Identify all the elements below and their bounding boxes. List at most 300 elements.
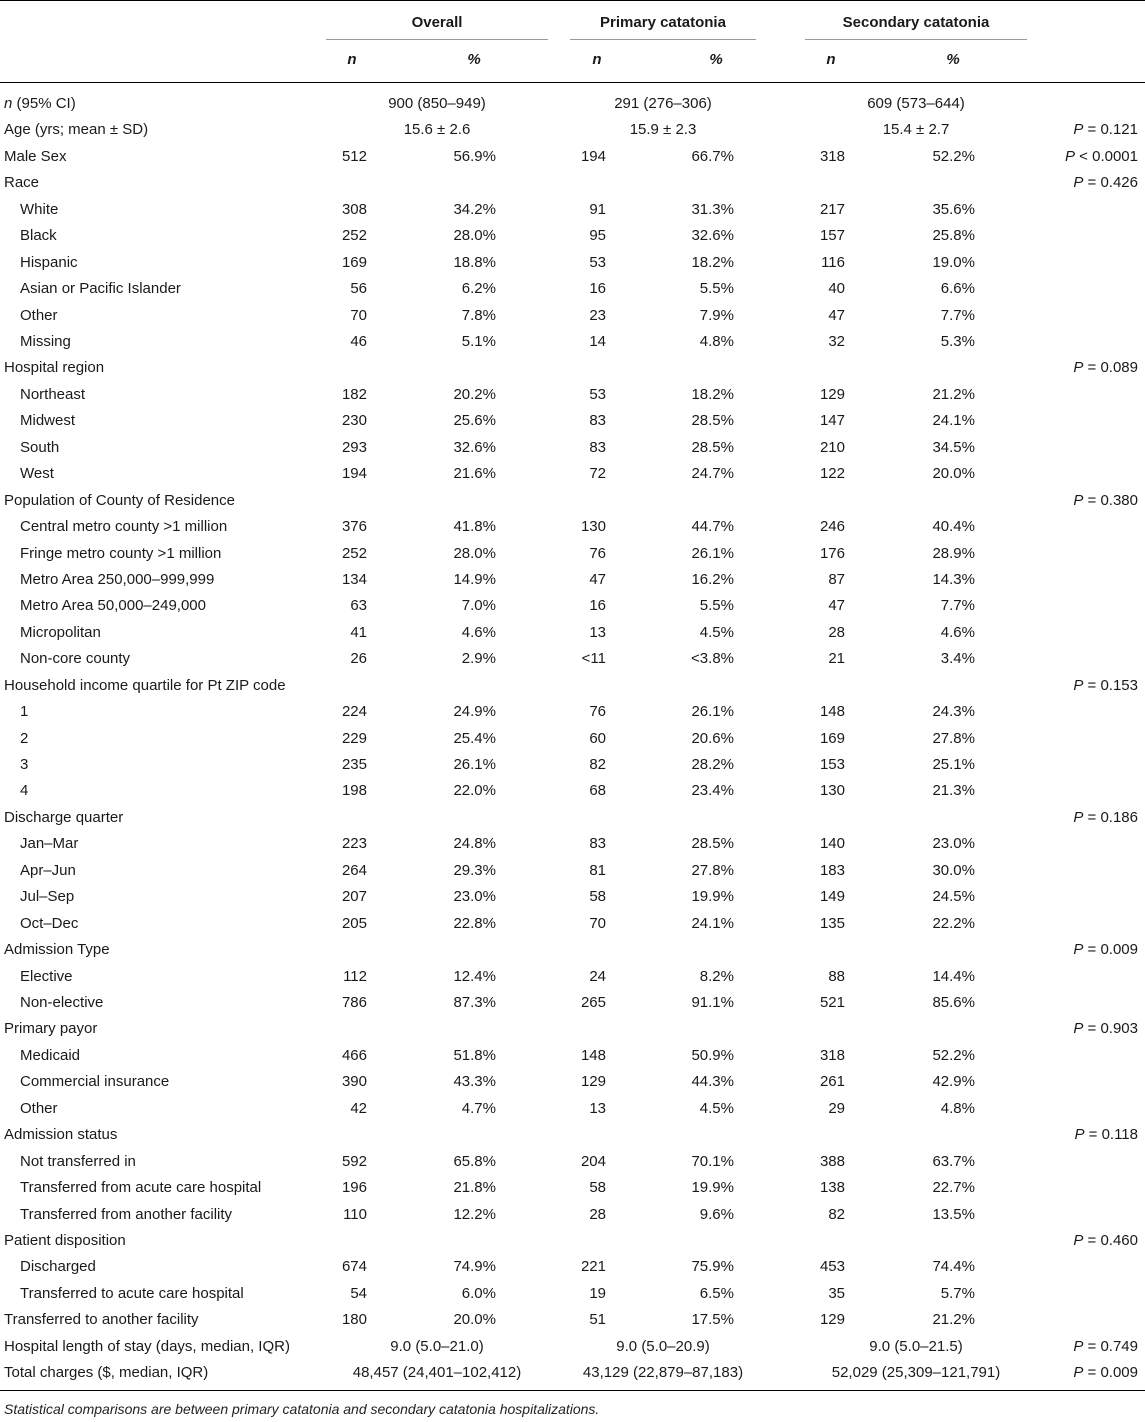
p-value	[1030, 673, 1138, 699]
table-row	[0, 117, 1145, 143]
cell-pct: 28.9%	[932, 544, 975, 562]
cell-pct: 24.9%	[453, 703, 496, 721]
cell-n: 72	[589, 465, 606, 483]
p-symbol: P	[1073, 1020, 1084, 1038]
row-label: Age (yrs; mean ± SD)	[4, 121, 149, 139]
cell-n: 112	[343, 967, 367, 985]
cell-n: 13	[589, 623, 606, 641]
cell-pct: 28.2%	[691, 756, 734, 773]
cell-pct: 87.3%	[453, 994, 496, 1011]
p-value-text: = 0.186	[1083, 808, 1138, 826]
cell-pct: 24.5%	[932, 888, 975, 906]
table-row	[0, 329, 1145, 355]
cell-n: 35	[828, 1284, 845, 1302]
cell-n: 153	[819, 756, 845, 773]
cell-n: 169	[819, 729, 845, 747]
row-label: Oct–Dec	[20, 914, 79, 932]
p-value-text: = 0.426	[1083, 174, 1138, 192]
row-label: Total charges ($, median, IQR)	[4, 1364, 209, 1382]
cell-n: 210	[819, 438, 845, 456]
cell-n: 53	[589, 385, 606, 403]
row-label-rest: (95% CI)	[12, 95, 76, 112]
cell-pct: 32.6%	[453, 438, 496, 456]
table-row	[0, 911, 1145, 937]
cell-n: 147	[819, 412, 845, 430]
cell-n: 56	[350, 280, 367, 298]
cell-n: 176	[819, 544, 845, 562]
cell-pct: 66.7%	[691, 147, 734, 165]
cell-n: 196	[341, 1179, 367, 1196]
cell-n: 82	[828, 1205, 845, 1223]
table-row	[0, 435, 1145, 461]
row-label: Discharge quarter	[4, 808, 124, 826]
cell-pct: 22.0%	[453, 782, 496, 800]
cell-n: 204	[580, 1152, 606, 1170]
table-row	[0, 1149, 1145, 1175]
cell-n: 230	[341, 412, 367, 430]
cell-n: 82	[589, 756, 606, 773]
row-label: Missing	[20, 333, 71, 350]
row-label: Apr–Jun	[20, 861, 76, 879]
cell-n: 41	[350, 623, 367, 641]
p-symbol: P	[1073, 491, 1084, 509]
row-label: Primary payor	[4, 1020, 98, 1038]
p-value	[1030, 1334, 1138, 1360]
cell-n: 512	[341, 147, 367, 165]
row-label: Jan–Mar	[20, 835, 79, 853]
cell-n: 135	[819, 914, 845, 932]
cell-pct: 28.0%	[453, 227, 496, 245]
header-rule	[0, 82, 1145, 83]
cell-pct: 22.7%	[932, 1179, 975, 1196]
cell-pct: 4.6%	[461, 623, 496, 641]
row-label: Non-elective	[20, 994, 104, 1011]
cell-pct: 5.3%	[940, 333, 975, 350]
cell-n: 183	[819, 861, 845, 879]
table-row	[0, 1096, 1145, 1122]
row-label: Jul–Sep	[20, 888, 75, 906]
cell-pct: 20.0%	[932, 465, 975, 483]
p-symbol: P	[1073, 808, 1084, 826]
table-row	[0, 567, 1145, 593]
cell-pct: 25.4%	[453, 729, 496, 747]
cell-merged: 52,029 (25,309–121,791)	[831, 1364, 1001, 1382]
cell-n: 28	[589, 1205, 606, 1223]
cell-n: 157	[819, 227, 845, 245]
table-row	[0, 831, 1145, 857]
cell-n: 229	[341, 729, 367, 747]
table-row	[0, 488, 1145, 514]
row-label: Commercial insurance	[20, 1073, 170, 1091]
row-label: Micropolitan	[20, 623, 101, 641]
cell-pct: 52.2%	[932, 147, 975, 165]
cell-pct: 65.8%	[453, 1152, 496, 1170]
row-label: Population of County of Residence	[4, 491, 235, 509]
cell-n: 76	[589, 544, 606, 562]
cell-pct: 28.5%	[691, 412, 734, 430]
cell-n: 129	[819, 1311, 845, 1329]
cell-n: 252	[341, 544, 367, 562]
cell-pct: 34.5%	[932, 438, 975, 456]
cell-n: 130	[819, 782, 845, 800]
cell-pct: 18.2%	[691, 253, 734, 271]
cell-pct: 4.5%	[699, 1099, 734, 1117]
cell-n: 246	[819, 518, 845, 535]
table-row	[0, 144, 1145, 170]
row-label: West	[20, 465, 54, 483]
cell-pct: 32.6%	[691, 227, 734, 245]
cell-pct: 5.7%	[940, 1284, 975, 1302]
group-header-primary: Primary catatonia	[600, 14, 726, 31]
cell-pct: 75.9%	[691, 1258, 734, 1276]
p-value	[1030, 355, 1138, 381]
row-label: Not transferred in	[20, 1152, 136, 1170]
p-value-text: = 0.153	[1083, 676, 1138, 694]
cell-n: 70	[350, 306, 367, 324]
cell-n: 453	[819, 1258, 845, 1276]
table-row	[0, 1202, 1145, 1228]
cell-merged: 9.0 (5.0–21.5)	[869, 1337, 963, 1355]
cell-pct: 4.8%	[699, 333, 734, 350]
table-row	[0, 1122, 1145, 1148]
cell-merged: 43,129 (22,879–87,183)	[582, 1364, 744, 1382]
row-label: Metro Area 50,000–249,000	[20, 597, 206, 615]
cell-n: 63	[350, 597, 367, 615]
cell-pct: 12.4%	[453, 967, 496, 985]
table-row	[0, 91, 1145, 117]
table-row	[0, 805, 1145, 831]
cell-merged: 9.0 (5.0–21.0)	[390, 1337, 484, 1355]
cell-pct: 28.5%	[691, 438, 734, 456]
cell-n: 91	[589, 200, 606, 218]
cell-pct: 17.5%	[691, 1311, 734, 1329]
cell-pct: 23.0%	[932, 835, 975, 853]
table-row	[0, 170, 1145, 196]
cell-pct: 19.9%	[691, 888, 734, 906]
cell-pct: 20.2%	[453, 385, 496, 403]
cell-n: 83	[589, 438, 606, 456]
p-value	[1030, 1122, 1138, 1148]
cell-n: 205	[341, 914, 367, 932]
cell-merged: 291 (276–306)	[614, 95, 712, 112]
cell-n: 32	[828, 333, 845, 350]
p-symbol: P	[1074, 1126, 1085, 1144]
cell-n: 308	[341, 200, 367, 218]
cell-n: 390	[341, 1073, 367, 1091]
cell-pct: 29.3%	[453, 861, 496, 879]
row-label: Asian or Pacific Islander	[20, 280, 181, 298]
p-symbol: P	[1073, 1231, 1084, 1249]
cell-pct: 24.1%	[691, 914, 734, 932]
table-row	[0, 990, 1145, 1016]
cell-pct: 14.9%	[453, 570, 496, 588]
cell-merged: 15.4 ± 2.7	[882, 121, 950, 139]
cell-n: 14	[589, 333, 606, 350]
cell-pct: 14.3%	[932, 570, 975, 588]
cell-pct: 7.9%	[699, 306, 734, 324]
cell-pct: 44.3%	[691, 1073, 734, 1091]
row-label: Elective	[20, 967, 73, 985]
cell-n: 23	[589, 306, 606, 324]
table-row	[0, 884, 1145, 910]
table-row	[0, 1043, 1145, 1069]
cell-n: 182	[341, 385, 367, 403]
row-label: Central metro county >1 million	[20, 518, 228, 535]
cell-n: 58	[589, 888, 606, 906]
cell-pct: 24.8%	[453, 835, 496, 853]
cell-pct: 35.6%	[932, 200, 975, 218]
table-row	[0, 937, 1145, 963]
cell-n: 148	[819, 703, 845, 721]
table-row	[0, 673, 1145, 699]
cell-pct: 6.6%	[940, 280, 975, 298]
cell-pct: 21.2%	[932, 385, 975, 403]
row-label: South	[20, 438, 60, 456]
cell-n: 81	[589, 861, 606, 879]
p-value	[1030, 1228, 1138, 1254]
cell-pct: 25.8%	[932, 227, 975, 245]
cell-n: 592	[341, 1152, 367, 1170]
subheader-n-primary: n	[592, 51, 602, 68]
row-label: Other	[20, 1099, 58, 1117]
group-underline-primary	[570, 39, 756, 40]
p-symbol: P	[1073, 359, 1084, 377]
cell-pct: 31.3%	[691, 200, 734, 218]
cell-pct: 23.0%	[453, 888, 496, 906]
p-symbol: P	[1073, 1337, 1084, 1355]
table-row	[0, 1334, 1145, 1360]
cell-n: 13	[589, 1099, 606, 1117]
p-value-text: = 0.089	[1083, 359, 1138, 377]
cell-n: 47	[589, 570, 606, 588]
table-row	[0, 752, 1145, 778]
cell-n: 42	[350, 1099, 367, 1117]
cell-pct: 41.8%	[453, 518, 496, 535]
cell-n: 388	[819, 1152, 845, 1170]
cell-n: 130	[580, 518, 606, 535]
cell-n: 87	[828, 570, 845, 588]
p-symbol: P	[1065, 147, 1076, 165]
subheader-pct-primary: %	[709, 51, 723, 68]
table-row	[0, 1016, 1145, 1042]
cell-n: 83	[589, 412, 606, 430]
row-label: 3	[20, 756, 29, 773]
cell-pct: 22.8%	[453, 914, 496, 932]
row-label	[4, 91, 76, 117]
cell-pct: 19.0%	[932, 253, 975, 271]
table-row	[0, 699, 1145, 725]
row-label: Transferred to another facility	[4, 1311, 199, 1329]
p-value	[1030, 488, 1138, 514]
cell-pct: 74.9%	[453, 1258, 496, 1276]
cell-pct: 4.8%	[940, 1099, 975, 1117]
table-row	[0, 1175, 1145, 1201]
cell-pct: 6.2%	[461, 280, 496, 298]
cell-pct: 13.5%	[932, 1205, 975, 1223]
top-rule	[0, 0, 1145, 1]
cell-n: 252	[341, 227, 367, 245]
cell-pct: 21.8%	[453, 1179, 496, 1196]
p-value-text: = 0.009	[1083, 1364, 1138, 1382]
cell-pct: 6.0%	[461, 1284, 496, 1302]
cell-pct: 5.5%	[699, 597, 734, 615]
cell-n: 264	[341, 861, 367, 879]
cell-n: 60	[589, 729, 606, 747]
cell-n: 19	[589, 1284, 606, 1302]
row-label: Midwest	[20, 412, 76, 430]
cell-n: 51	[589, 1311, 606, 1329]
cell-pct: 21.6%	[453, 465, 496, 483]
cell-pct: 26.1%	[691, 703, 734, 721]
cell-pct: 22.2%	[932, 914, 975, 932]
cell-pct: 56.9%	[453, 147, 496, 165]
table-row	[0, 355, 1145, 381]
cell-pct: 2.9%	[461, 650, 496, 668]
subheader-pct-secondary: %	[946, 51, 960, 68]
cell-pct: 7.7%	[940, 597, 975, 615]
cell-pct: 18.8%	[453, 253, 496, 271]
cell-pct: 4.6%	[940, 623, 975, 641]
row-label-italic: n	[4, 95, 13, 112]
cell-n: 47	[828, 597, 845, 615]
cell-n: 786	[341, 994, 367, 1011]
cell-pct: 3.4%	[940, 650, 975, 668]
table-row	[0, 1254, 1145, 1280]
cell-pct: 50.9%	[691, 1046, 734, 1064]
cell-pct: 27.8%	[691, 861, 734, 879]
p-symbol: P	[1073, 121, 1084, 139]
p-value-text: < 0.0001	[1075, 147, 1138, 165]
p-value	[1030, 144, 1138, 170]
row-label: Other	[20, 306, 58, 324]
cell-n: <11	[581, 650, 606, 668]
cell-pct: 4.7%	[461, 1099, 496, 1117]
cell-n: 40	[828, 280, 845, 298]
row-label: Discharged	[20, 1258, 96, 1276]
cell-pct: 20.0%	[453, 1311, 496, 1329]
table-row	[0, 1281, 1145, 1307]
p-value	[1030, 1360, 1138, 1386]
cell-pct: 12.2%	[453, 1205, 496, 1223]
cell-pct: 4.5%	[699, 623, 734, 641]
cell-n: 68	[589, 782, 606, 800]
row-label: Black	[20, 227, 57, 245]
cell-n: 293	[341, 438, 367, 456]
cell-pct: 28.5%	[691, 835, 734, 853]
cell-n: 47	[828, 306, 845, 324]
cell-merged: 9.0 (5.0–20.9)	[616, 1337, 710, 1355]
row-label: Northeast	[20, 385, 86, 403]
cell-n: 70	[589, 914, 606, 932]
cell-n: 116	[821, 253, 845, 271]
cell-n: 674	[341, 1258, 367, 1276]
table-row	[0, 250, 1145, 276]
cell-pct: 24.7%	[691, 465, 734, 483]
cell-n: 28	[828, 623, 845, 641]
cell-n: 221	[580, 1258, 606, 1276]
table-row	[0, 1069, 1145, 1095]
cell-n: 217	[819, 200, 845, 218]
cell-n: 194	[580, 147, 606, 165]
row-label: Hospital length of stay (days, median, IQR)	[4, 1337, 290, 1355]
cell-n: 148	[580, 1046, 606, 1064]
cell-n: 122	[819, 465, 845, 483]
cell-n: 54	[350, 1284, 367, 1302]
p-value-text: = 0.380	[1083, 491, 1138, 509]
cell-n: 194	[341, 465, 367, 483]
row-label: White	[20, 200, 59, 218]
cell-n: 129	[819, 385, 845, 403]
p-value	[1030, 117, 1138, 143]
cell-pct: 52.2%	[932, 1046, 975, 1064]
row-label: Fringe metro county >1 million	[20, 544, 222, 562]
table-row	[0, 276, 1145, 302]
table-row	[0, 461, 1145, 487]
table-row	[0, 858, 1145, 884]
table-row	[0, 541, 1145, 567]
cell-pct: 27.8%	[932, 729, 975, 747]
cell-pct: 74.4%	[932, 1258, 975, 1276]
table-row	[0, 1307, 1145, 1333]
cell-n: 169	[341, 253, 367, 271]
cell-merged: 900 (850–949)	[388, 95, 486, 112]
cell-n: 95	[589, 227, 606, 245]
cell-pct: 43.3%	[453, 1073, 496, 1091]
row-label: Patient disposition	[4, 1231, 126, 1249]
row-label: Non-core county	[20, 650, 131, 668]
table-row	[0, 197, 1145, 223]
p-value	[1030, 937, 1138, 963]
cell-n: 88	[828, 967, 845, 985]
table-row	[0, 778, 1145, 804]
subheader-n-overall: n	[347, 51, 357, 68]
cell-pct: 26.1%	[453, 756, 496, 773]
cell-n: 180	[341, 1311, 367, 1329]
cell-pct: 7.8%	[461, 306, 496, 324]
cell-n: 21	[828, 650, 845, 668]
cell-pct: 19.9%	[691, 1179, 734, 1196]
table-row	[0, 620, 1145, 646]
row-label: Metro Area 250,000–999,999	[20, 570, 215, 588]
row-label: Transferred to acute care hospital	[20, 1284, 244, 1302]
cell-pct: 21.2%	[932, 1311, 975, 1329]
cell-n: 265	[580, 994, 606, 1011]
subheader-pct-overall: %	[467, 51, 481, 68]
cell-n: 207	[341, 888, 367, 906]
subheader-n-secondary: n	[826, 51, 836, 68]
cell-pct: 16.2%	[691, 570, 734, 588]
table-row	[0, 514, 1145, 540]
cell-n: 16	[589, 597, 606, 615]
cell-pct: 8.2%	[699, 967, 734, 985]
cell-n: 26	[350, 650, 367, 668]
cell-n: 318	[819, 1046, 845, 1064]
row-label: 4	[20, 782, 29, 800]
p-value-text: = 0.121	[1083, 121, 1138, 139]
row-label: Household income quartile for Pt ZIP code	[4, 676, 286, 694]
cell-pct: 5.1%	[461, 333, 496, 350]
cell-n: 261	[819, 1073, 845, 1091]
cell-pct: 44.7%	[691, 518, 734, 535]
cell-n: 466	[341, 1046, 367, 1064]
cell-n: 29	[828, 1099, 845, 1117]
row-label: Admission Type	[4, 941, 110, 959]
group-header-overall: Overall	[411, 14, 463, 31]
cell-pct: 40.4%	[932, 518, 975, 535]
cell-n: 224	[341, 703, 367, 721]
cell-pct: 9.6%	[699, 1205, 734, 1223]
cell-pct: 28.0%	[453, 544, 496, 562]
